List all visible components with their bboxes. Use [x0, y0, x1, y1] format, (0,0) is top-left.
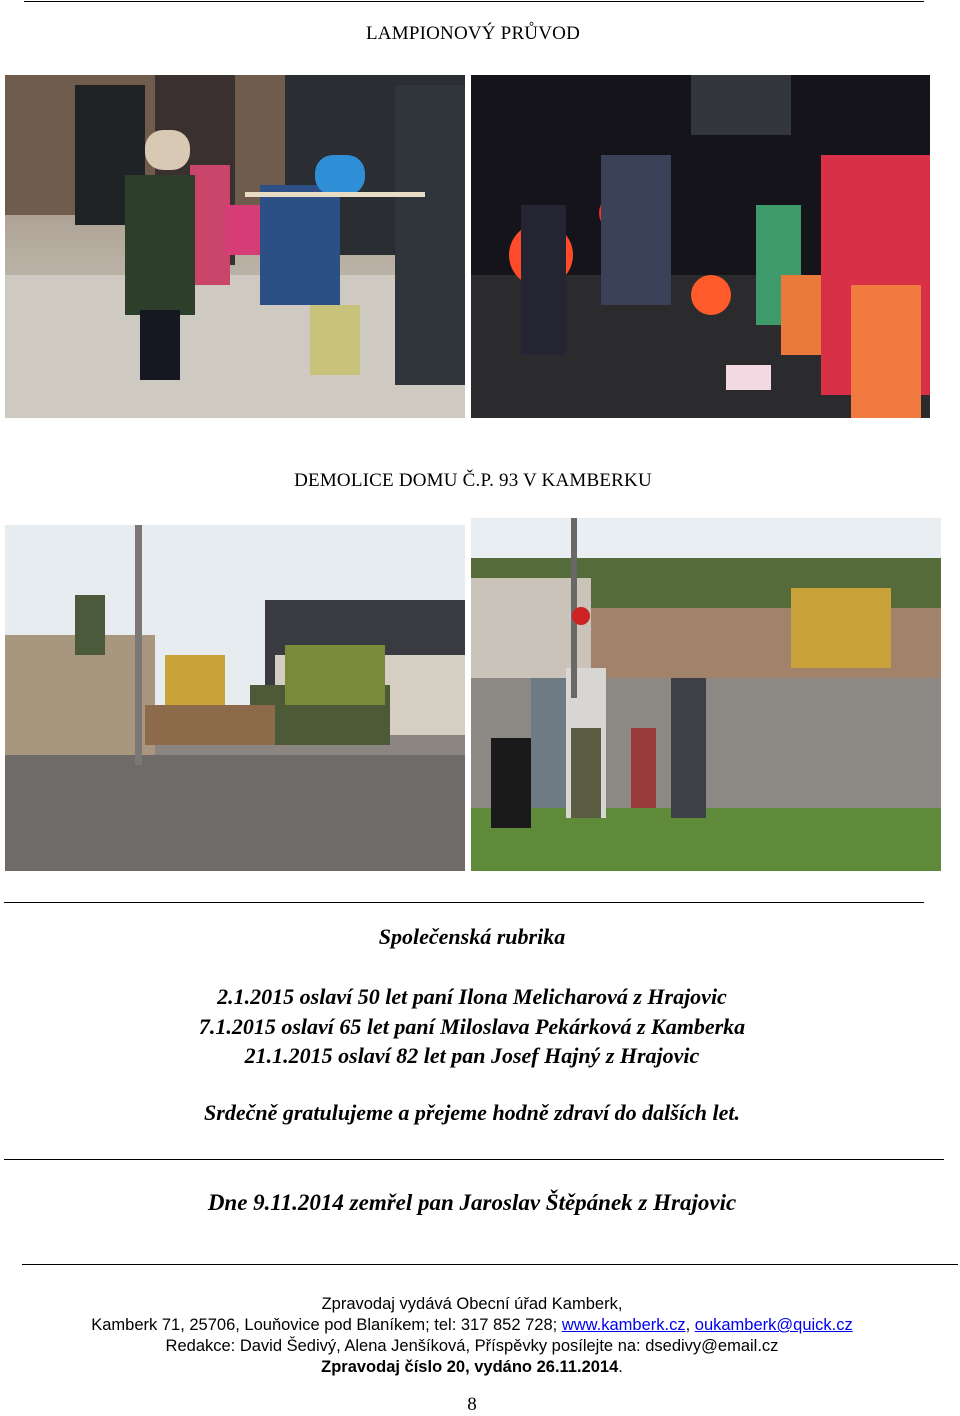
photo-truck-at-ruins: [5, 525, 465, 871]
footer-issue: [0, 1357, 944, 1378]
website-link[interactable]: www.kamberk.cz: [561, 1316, 686, 1334]
footer-publisher: Zpravodaj vydává Obecní úřad Kamberk,: [321, 1295, 623, 1313]
footer: [0, 1294, 944, 1378]
lantern-section-title: LAMPIONOVÝ PRŮVOD: [366, 23, 580, 44]
page-number: 8: [467, 1394, 477, 1415]
footer-separator: ,: [685, 1316, 695, 1334]
photo-night-lantern-parade: [471, 75, 930, 418]
photo-children-with-lanterns: [5, 75, 465, 418]
footer-top-rule: [22, 1264, 958, 1265]
birthday-item: 21.1.2015 oslaví 82 let pan Josef Hajný z Hrajovic: [244, 1043, 700, 1068]
social-rubric-title: Společenská rubrika: [378, 924, 566, 949]
congratulation-text: Srdečně gratulujeme a přejeme hodně zdraví do dalších let.: [204, 1100, 740, 1125]
birthday-item: 2.1.2015 oslaví 50 let paní Ilona Melicharová z Hrajovic: [217, 984, 727, 1009]
obituary-text: Dne 9.11.2014 zemřel pan Jaroslav Štěpánek z Hrajovic: [207, 1190, 737, 1215]
footer-editors: Redakce: David Šedivý, Alena Jenšíková, Příspěvky posílejte na: dsedivy@email.cz: [165, 1337, 779, 1355]
social-top-rule: [4, 902, 924, 903]
footer-address: Kamberk 71, 25706, Louňovice pod Blaníkem; tel: 317 852 728;: [91, 1316, 562, 1334]
birthday-item: 7.1.2015 oslaví 65 let paní Miloslava Pekárková z Kamberka: [198, 1013, 746, 1039]
social-middle-rule: [4, 1159, 944, 1160]
top-rule: [24, 1, 924, 2]
footer-issue-number: Zpravodaj číslo 20, vydáno 26.11.2014: [321, 1358, 619, 1376]
birthday-list: [0, 982, 944, 1071]
footer-contact: [0, 1315, 944, 1336]
demolition-section-title: DEMOLICE DOMU Č.P. 93 V KAMBERKU: [294, 470, 652, 491]
email-link[interactable]: oukamberk@quick.cz: [694, 1316, 853, 1334]
footer-issue-period: .: [618, 1358, 623, 1376]
photo-family-watching-demolition: [471, 518, 941, 871]
